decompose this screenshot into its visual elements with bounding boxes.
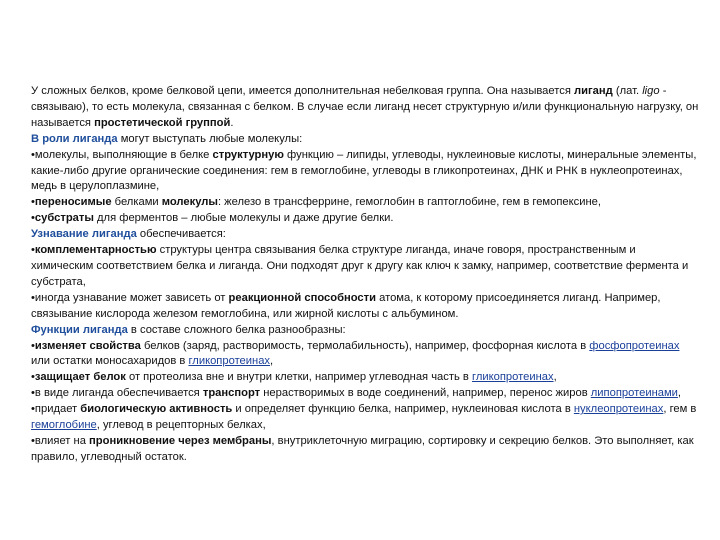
term-prosthetic-group: простетической группой	[94, 116, 231, 129]
functions-item1-mid: или остатки моносахаридов в	[31, 355, 189, 368]
functions-item1-end: ,	[270, 355, 274, 368]
term-substrates: субстраты	[34, 212, 94, 225]
functions-item5-post: , внутриклеточную миграцию, сортировку и секрецию белков. Это выполняет, как правило, углеводный остаток.	[31, 434, 694, 463]
text-block	[31, 84, 699, 466]
functions-item-activity	[31, 402, 699, 434]
term-reactivity: реакционной способности	[228, 291, 376, 304]
recognition-item1-post: структуры центра связывания белка структуре лиганда, иначе говоря, пространственным и химическим соответствием белка и лиганда. Они подходят друг к другу как ключ к замку, например, соответствие фермента и субстрата,	[31, 244, 689, 288]
intro-paragraph	[31, 84, 699, 132]
link-glycoproteins-2[interactable]: гликопротеинах	[471, 371, 554, 384]
functions-item2-end: ,	[553, 371, 557, 384]
recognition-item-complementarity	[31, 243, 699, 291]
bullet: •	[31, 196, 35, 209]
role-item2-post: : железо в трансферрине, гемоглобин в гаптоглобине, гем в гемопексине,	[217, 196, 601, 209]
recognition-item-reactivity	[31, 291, 699, 323]
term-ligand: лиганд	[574, 85, 613, 97]
functions-item3-end: ,	[677, 387, 682, 400]
term-complementarity: комплементарностью	[34, 244, 157, 257]
recognition-item2-pre: •иногда узнавание может зависеть от	[31, 291, 229, 304]
functions-item-protects	[31, 370, 699, 386]
link-lipoproteins[interactable]: липопротеинами	[590, 387, 678, 400]
term-protects-protein: защищает белок	[34, 371, 126, 384]
role-item2-mid: белками	[111, 196, 162, 209]
bullet: •	[31, 212, 35, 225]
functions-item4-mid: , гем в	[663, 403, 697, 416]
recognition-heading-tail: обеспечивается:	[136, 228, 226, 241]
term-structural: структурную	[212, 148, 284, 161]
term-membrane-penetration: проникновение через мембраны	[89, 434, 272, 447]
functions-heading: Функции лиганда	[31, 323, 128, 336]
functions-heading-line	[31, 323, 699, 339]
term-transported: переносимые	[34, 196, 112, 209]
role-item-substrates	[31, 211, 699, 227]
bullet: •	[31, 244, 35, 257]
functions-item2-post: от протеолиза вне и внутри клетки, например углеводная часть в	[125, 371, 472, 384]
role-item1-post: функцию – липиды, углеводы, нуклеиновые кислоты, минеральные элементы, какие-либо другие органические соединения: гем в гемоглобине, углеводы в гликопротеинах, ДНК и РНК в нуклеопротеинах, медь в церулоплазмине,	[31, 148, 697, 193]
term-molecules: молекулы	[161, 196, 218, 209]
recognition-heading-line	[31, 227, 699, 243]
role-item-transported	[31, 195, 699, 211]
functions-heading-tail: в составе сложного белка разнообразны:	[127, 323, 346, 336]
recognition-item2-post: атома, к которому присоединяется лиганд. Например, связывание кислорода железом гемоглобина, или жирной кислоты с альбумином.	[31, 291, 661, 320]
intro-text-1: У сложных белков, кроме белковой цепи, имеется дополнительная небелковая группа. Она называется	[31, 85, 575, 97]
bullet: •	[31, 339, 35, 352]
intro-text-4: .	[230, 116, 234, 129]
role-heading: В роли лиганда	[31, 132, 118, 145]
role-item3-post: для ферментов – любые молекулы и даже другие белки.	[93, 212, 394, 225]
link-phosphoproteins[interactable]: фосфопротеинах	[589, 339, 680, 352]
link-glycoproteins[interactable]: гликопротеинах	[188, 355, 271, 368]
intro-text-2: (лат.	[612, 85, 643, 97]
term-transport: транспорт	[202, 387, 261, 400]
functions-item3-pre: •в виде лиганда обеспечивается	[31, 387, 203, 400]
functions-item4-post: и определяет функцию белка, например, нуклеиновая кислота в	[232, 403, 574, 416]
functions-item-properties	[31, 339, 699, 371]
term-ligo: ligo	[642, 85, 660, 97]
term-biological-activity: биологическую активность	[80, 403, 233, 416]
link-nucleoproteins[interactable]: нуклеопротеинах	[573, 403, 664, 416]
term-changes-properties: изменяет свойства	[34, 339, 141, 352]
functions-item1-post: белков (заряд, растворимость, термолабильность), например, фосфорная кислота в	[140, 339, 590, 352]
role-heading-tail: могут выступать любые молекулы:	[117, 132, 303, 145]
role-heading-line	[31, 132, 699, 148]
link-hemoglobin[interactable]: гемоглобине	[31, 419, 97, 432]
functions-item5-pre: •влияет на	[31, 434, 90, 447]
intro-text-3: - связываю), то есть молекула, связанная с белком. В случае если лиганд несет структурную и/или функциональную нагрузку, он называется	[31, 85, 699, 129]
functions-item-membranes	[31, 434, 699, 466]
role-item1-pre: •молекулы, выполняющие в белке	[31, 148, 213, 161]
functions-item4-end: , углевод в рецепторных белках,	[96, 419, 266, 432]
bullet: •	[31, 371, 35, 384]
functions-item4-pre: •придает	[31, 403, 81, 416]
recognition-heading: Узнавание лиганда	[31, 228, 137, 241]
role-item-structural	[31, 148, 699, 196]
functions-item3-post: нерастворимых в воде соединений, например, перенос жиров	[260, 387, 591, 400]
functions-item-transport	[31, 386, 699, 402]
